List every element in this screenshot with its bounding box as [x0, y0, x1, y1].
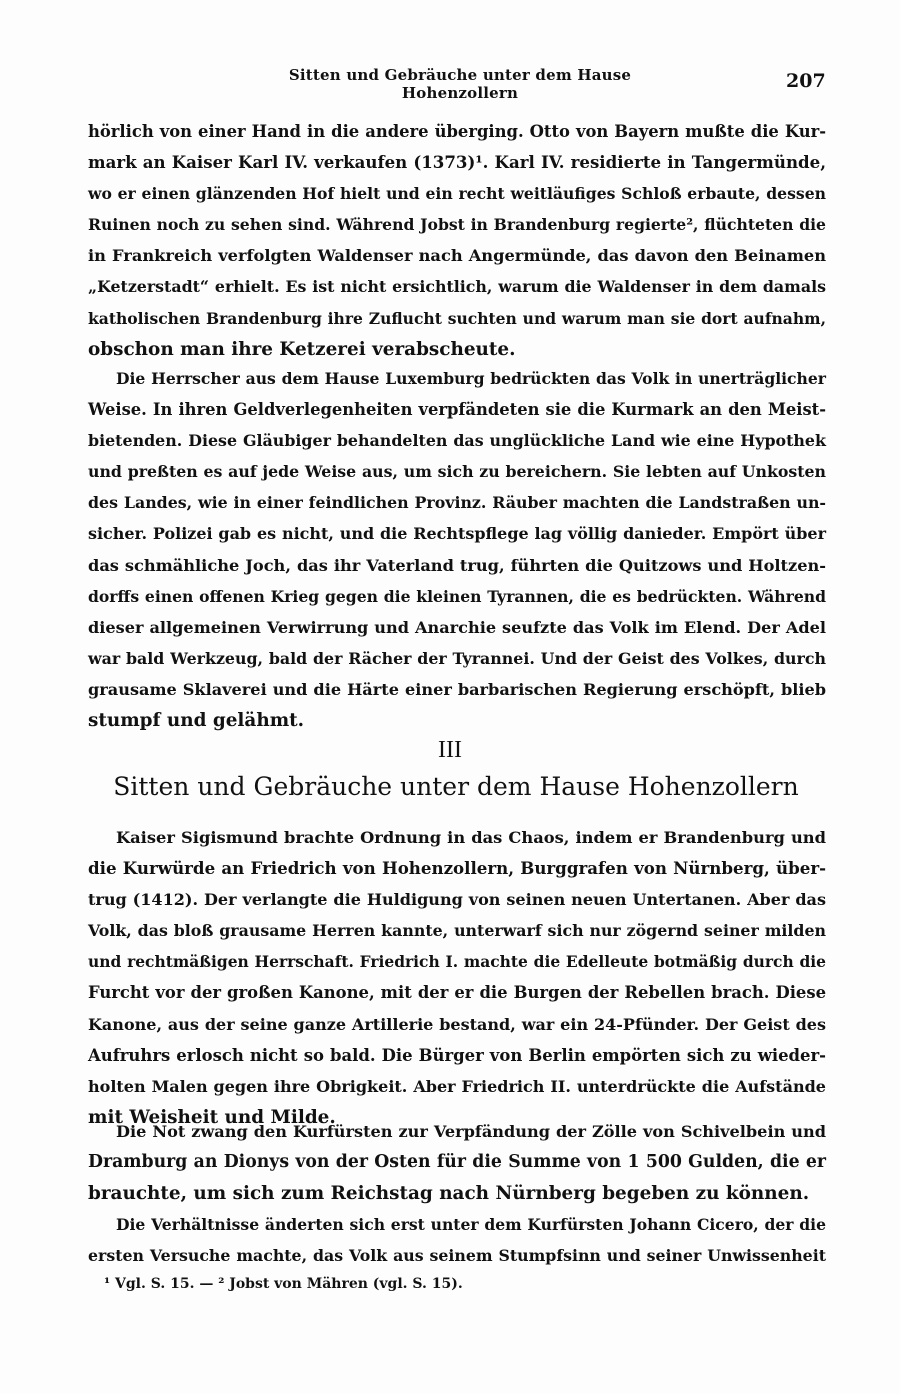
- text-line: mark an Kaiser Karl IV. verkaufen (1373)¹. Karl IV. residierte in Tangermünde,: [88, 152, 826, 173]
- text-line: Ruinen noch zu sehen sind. Während Jobst in Brandenburg regierte², flüchteten die: [88, 215, 826, 235]
- text-line: die Kurwürde an Friedrich von Hohenzollern, Burggrafen von Nürnberg, über-: [88, 858, 826, 879]
- text-line: dieser allgemeinen Verwirrung und Anarchie seufzte das Volk im Elend. Der Adel: [88, 617, 826, 637]
- text-line: dorffs einen offenen Krieg gegen die kleinen Tyrannen, die es bedrückten. Während: [88, 586, 826, 606]
- text-line: ersten Versuche machte, das Volk aus seinem Stumpfsinn und seiner Unwissenheit: [88, 1246, 826, 1266]
- text-line: des Landes, wie in einer feindlichen Provinz. Räuber machten die Landstraßen un-: [88, 493, 826, 513]
- text-line: in Frankreich verfolgten Waldenser nach Angermünde, das davon den Beinamen: [88, 246, 826, 266]
- paragraph: [88, 822, 826, 1133]
- text-line: und preßten es auf jede Weise aus, um sich zu bereichern. Sie lebten auf Unkosten: [88, 462, 826, 482]
- chapter-number: III: [438, 737, 462, 763]
- text-line: Die Verhältnisse änderten sich erst unter dem Kurfürsten Johann Cicero, der die: [116, 1215, 826, 1234]
- text-line: Kaiser Sigismund brachte Ordnung in das Chaos, indem er Brandenburg und: [116, 828, 826, 847]
- paragraph: [88, 1209, 826, 1271]
- text-line: Weise. In ihren Geldverlegenheiten verpfändeten sie die Kurmark an den Meist-: [88, 400, 826, 420]
- text-line: war bald Werkzeug, bald der Rächer der Tyrannei. Und der Geist des Volkes, durch: [88, 648, 826, 668]
- text-line: Dramburg an Dionys von der Osten für die Summe von 1 500 Gulden, die er: [88, 1152, 826, 1173]
- text-line: Volk, das bloß grausame Herren kannte, unterwarf sich nur zögernd seiner milden: [88, 921, 826, 941]
- text-line: obschon man ihre Ketzerei verabscheute.: [88, 338, 516, 360]
- text-line: katholischen Brandenburg ihre Zuflucht suchten und warum man sie dort aufnahm,: [88, 308, 826, 328]
- text-line: grausame Sklaverei und die Härte einer barbarischen Regierung erschöpft, blieb: [88, 679, 826, 699]
- text-line: trug (1412). Der verlangte die Huldigung von seinen neuen Untertanen. Aber das: [88, 890, 826, 910]
- text-line: Aufruhrs erlosch nicht so bald. Die Bürger von Berlin empörten sich zu wieder-: [88, 1045, 826, 1065]
- text-line: „Ketzerstadt“ erhielt. Es ist nicht ersichtlich, warum die Waldenser in dem damals: [88, 277, 826, 297]
- text-line: wo er einen glänzenden Hof hielt und ein recht weitläufiges Schloß erbaute, dessen: [88, 184, 826, 204]
- text-line: Kanone, aus der seine ganze Artillerie bestand, war ein 24-Pfünder. Der Geist des: [88, 1014, 826, 1034]
- page-number: 207: [786, 70, 826, 92]
- text-line: Die Herrscher aus dem Hause Luxemburg bedrückten das Volk in unerträglicher: [116, 369, 826, 388]
- text-line: Die Not zwang den Kurfürsten zur Verpfändung der Zölle von Schivelbein und: [116, 1122, 826, 1141]
- paragraph: [88, 1116, 826, 1209]
- text-line: Furcht vor der großen Kanone, mit der er die Burgen der Rebellen brach. Diese: [88, 983, 826, 1003]
- running-title: Sitten und Gebräuche unter dem Hause Hohenzollern: [288, 66, 632, 102]
- text-line: das schmähliche Joch, das ihr Vaterland trug, führten die Quitzows und Holtzen-: [88, 555, 826, 575]
- chapter-title: Sitten und Gebräuche unter dem Hause Hohenzollern: [113, 772, 799, 801]
- footnotes: ¹ Vgl. S. 15. — ² Jobst von Mähren (vgl. S. 15).: [104, 1276, 463, 1292]
- text-line: und rechtmäßigen Herrschaft. Friedrich I. machte die Edelleute botmäßig durch die: [88, 952, 826, 972]
- text-line: brauchte, um sich zum Reichstag nach Nürnberg begeben zu können.: [88, 1183, 810, 1205]
- text-line: holten Malen gegen ihre Obrigkeit. Aber Friedrich II. unterdrückte die Aufstände: [88, 1076, 826, 1096]
- text-line: stumpf und gelähmt.: [88, 710, 305, 732]
- text-line: sicher. Polizei gab es nicht, und die Rechtspflege lag völlig danieder. Empört über: [88, 524, 826, 544]
- text-line: bietenden. Diese Gläubiger behandelten das unglückliche Land wie eine Hypothek: [88, 431, 826, 451]
- paragraph: [88, 116, 826, 365]
- paragraph: [88, 363, 826, 736]
- text-line: hörlich von einer Hand in die andere überging. Otto von Bayern mußte die Kur-: [88, 122, 826, 141]
- text-line: mit Weisheit und Milde.: [88, 1106, 336, 1128]
